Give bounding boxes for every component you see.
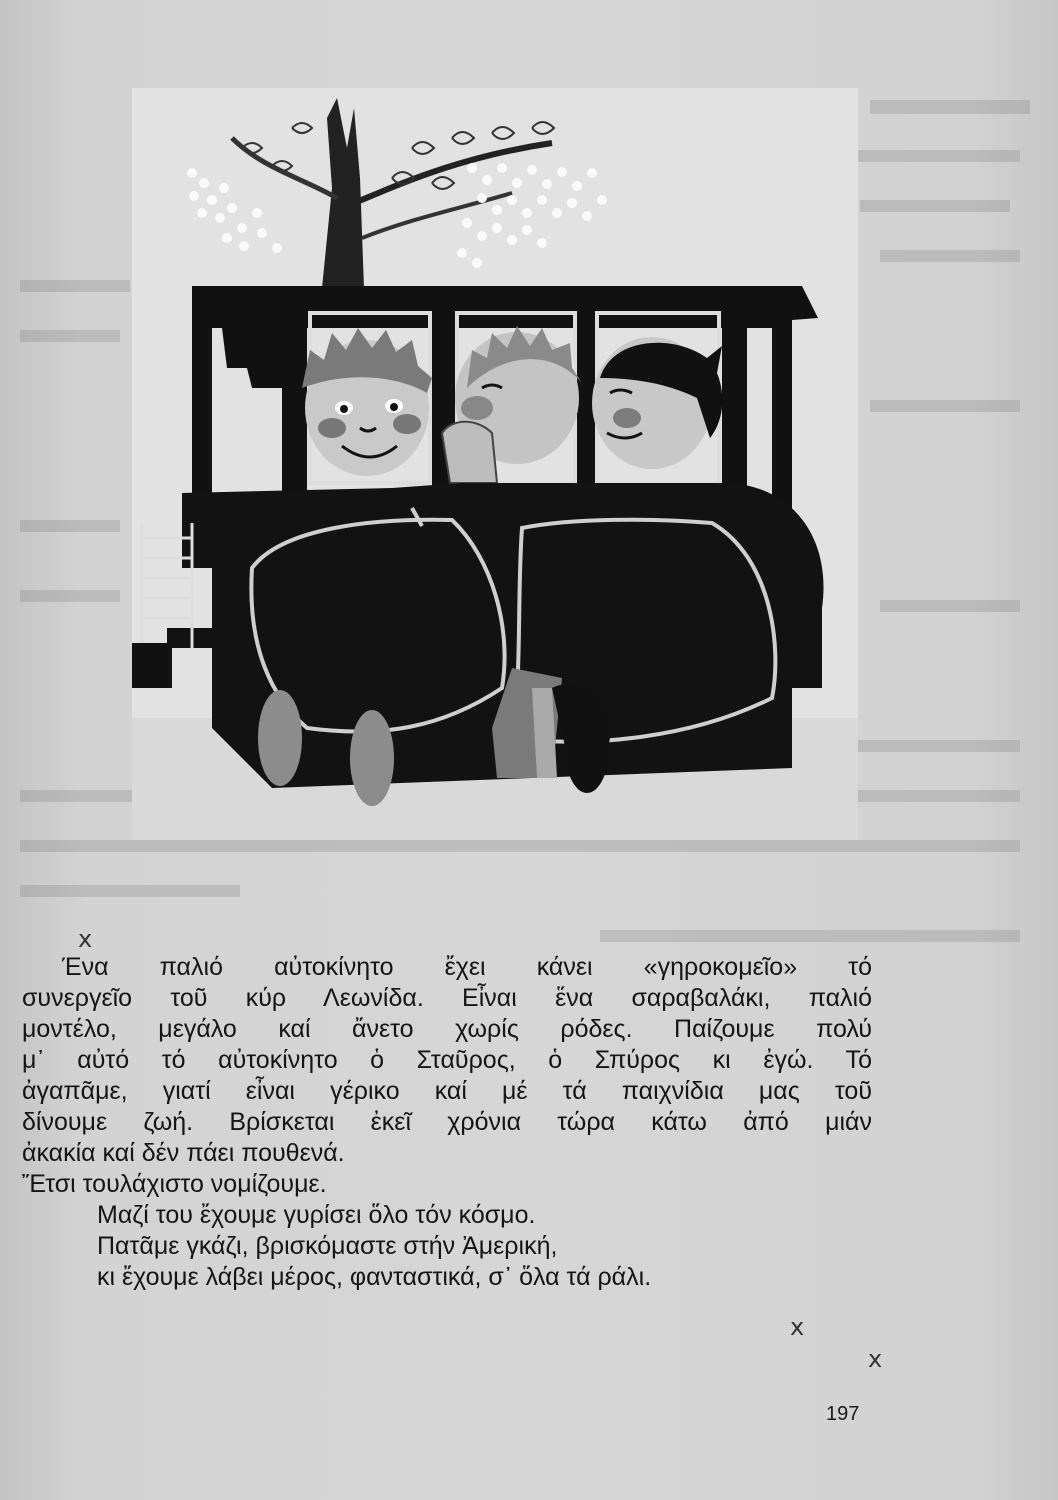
text-line: μ᾽ αὐτό τό αὐτοκίνητο ὁ Σταῦρος, ὁ Σπύρος κι ἐγώ. Τό [22, 1046, 872, 1074]
text-line: ἀγαπᾶμε, γιατί εἶναι γέρικο καί μέ τά παιχνίδια μας τοῦ [22, 1077, 872, 1105]
text-line: μοντέλο, μεγάλο καί ἄνετο χωρίς ρόδες. Παίζουμε πολύ [22, 1015, 872, 1043]
story-paragraph [22, 952, 872, 1169]
verse-line: Μαζί του ἔχουμε γυρίσει ὅλο τόν κόσμο. [97, 1201, 536, 1229]
page-number: 197 [826, 1403, 860, 1425]
text-line: Ἔτσι τουλάχιστο νομίζουμε. [22, 1170, 327, 1198]
story-verse [22, 1200, 872, 1293]
text-line: ἀκακία καί δέν πάει πουθενά. [22, 1139, 345, 1167]
text-line: δίνουμε ζωή. Βρίσκεται ἐκεῖ χρόνια τώρα κάτω ἀπό μιάν [22, 1108, 872, 1136]
story-text [22, 952, 872, 1293]
text-line: Ένα παλιό αὐτοκίνητο ἔχει κάνει «γηροκομεῖο» τό [62, 953, 872, 981]
pencil-mark: x [868, 1345, 883, 1373]
story-paragraph [22, 1169, 872, 1200]
illustration-old-car-with-children [132, 88, 858, 840]
pencil-mark: x [78, 925, 93, 953]
pencil-mark: x [790, 1313, 805, 1341]
verse-line: Πατᾶμε γκάζι, βρισκόμαστε στήν Ἀμερική, [97, 1232, 558, 1260]
text-line: συνεργεῖο τοῦ κύρ Λεωνίδα. Εἶναι ἕνα σαραβαλάκι, παλιό [22, 984, 872, 1012]
verse-line: κι ἔχουμε λάβει μέρος, φανταστικά, σ᾽ ὅλα τά ράλι. [97, 1263, 652, 1291]
